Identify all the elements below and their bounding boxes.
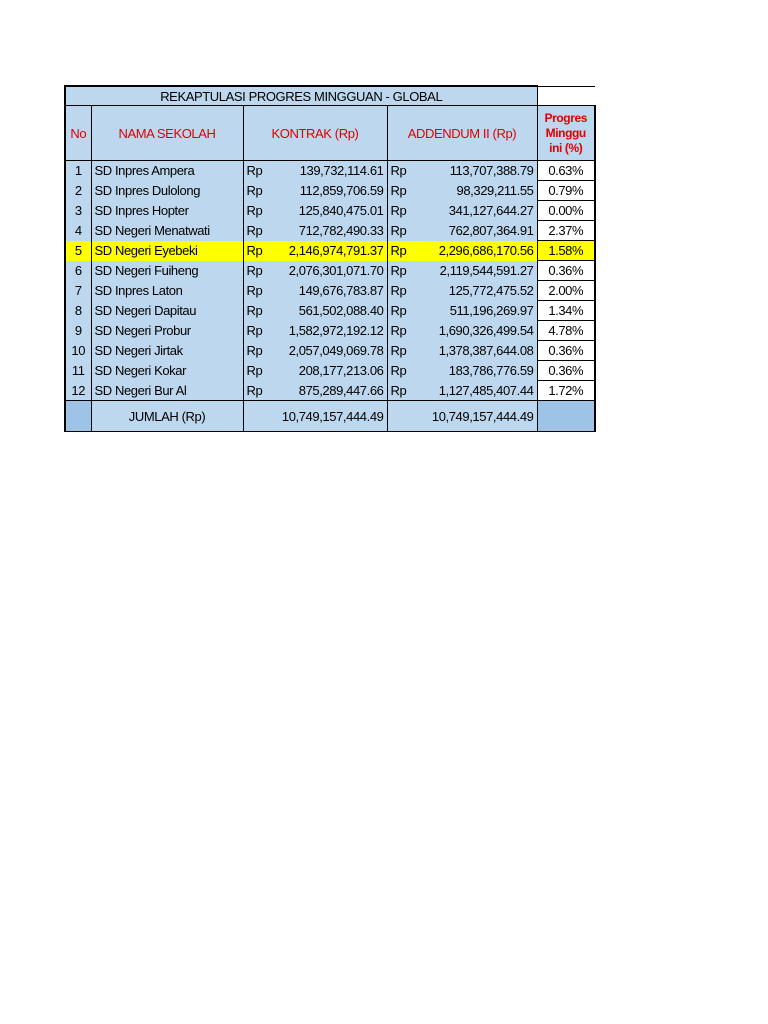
total-row: [65, 401, 595, 432]
progress-percent: 0.79%: [537, 181, 595, 201]
contract-amount: 2,146,974,791.37: [281, 241, 387, 261]
progress-percent: 0.36%: [537, 261, 595, 281]
addendum-currency: Rp: [387, 201, 425, 221]
table-row: [65, 301, 595, 321]
row-number: 2: [65, 181, 91, 201]
header-progress: Progres Minggu ini (%): [537, 106, 595, 161]
addendum-amount: 1,378,387,644.08: [425, 341, 537, 361]
table-row: [65, 161, 595, 181]
contract-currency: Rp: [243, 221, 281, 241]
progress-percent: 0.36%: [537, 361, 595, 381]
table-row: [65, 341, 595, 361]
table-title: REKAPTULASI PROGRES MINGGUAN - GLOBAL: [65, 86, 537, 106]
contract-currency: Rp: [243, 361, 281, 381]
progress-percent: 2.00%: [537, 281, 595, 301]
table-row: [65, 261, 595, 281]
school-name: SD Negeri Fuiheng: [91, 261, 243, 281]
addendum-currency: Rp: [387, 301, 425, 321]
contract-amount: 712,782,490.33: [281, 221, 387, 241]
table-row: [65, 321, 595, 341]
contract-currency: Rp: [243, 201, 281, 221]
contract-amount: 875,289,447.66: [281, 381, 387, 401]
header-contract: KONTRAK (Rp): [243, 106, 387, 161]
school-name: SD Negeri Probur: [91, 321, 243, 341]
total-contract: 10,749,157,444.49: [243, 401, 387, 432]
row-number: 6: [65, 261, 91, 281]
addendum-currency: Rp: [387, 381, 425, 401]
table-row: [65, 181, 595, 201]
total-addendum: 10,749,157,444.49: [387, 401, 537, 432]
addendum-currency: Rp: [387, 221, 425, 241]
header-row: [65, 106, 595, 161]
row-number: 3: [65, 201, 91, 221]
progress-percent: 0.00%: [537, 201, 595, 221]
progress-percent: 0.63%: [537, 161, 595, 181]
header-addendum: ADDENDUM II (Rp): [387, 106, 537, 161]
progress-percent: 4.78%: [537, 321, 595, 341]
row-number: 7: [65, 281, 91, 301]
contract-currency: Rp: [243, 241, 281, 261]
addendum-currency: Rp: [387, 181, 425, 201]
addendum-amount: 1,127,485,407.44: [425, 381, 537, 401]
contract-amount: 561,502,088.40: [281, 301, 387, 321]
contract-amount: 139,732,114.61: [281, 161, 387, 181]
row-number: 9: [65, 321, 91, 341]
table-row: [65, 381, 595, 401]
table-row: [65, 361, 595, 381]
total-empty-progress: [537, 401, 595, 432]
school-name: SD Negeri Dapitau: [91, 301, 243, 321]
contract-amount: 2,057,049,069.78: [281, 341, 387, 361]
addendum-currency: Rp: [387, 341, 425, 361]
addendum-amount: 341,127,644.27: [425, 201, 537, 221]
progress-recap-table: [64, 85, 596, 432]
row-number: 10: [65, 341, 91, 361]
school-name: SD Inpres Dulolong: [91, 181, 243, 201]
row-number: 11: [65, 361, 91, 381]
row-number: 8: [65, 301, 91, 321]
contract-amount: 112,859,706.59: [281, 181, 387, 201]
addendum-amount: 113,707,388.79: [425, 161, 537, 181]
row-number: 4: [65, 221, 91, 241]
addendum-currency: Rp: [387, 241, 425, 261]
addendum-currency: Rp: [387, 321, 425, 341]
addendum-amount: 1,690,326,499.54: [425, 321, 537, 341]
addendum-currency: Rp: [387, 361, 425, 381]
contract-currency: Rp: [243, 341, 281, 361]
contract-currency: Rp: [243, 281, 281, 301]
header-school-name: NAMA SEKOLAH: [91, 106, 243, 161]
contract-currency: Rp: [243, 181, 281, 201]
school-name: SD Negeri Menatwati: [91, 221, 243, 241]
title-empty-cell: [537, 86, 595, 106]
title-row: [65, 86, 595, 106]
contract-currency: Rp: [243, 321, 281, 341]
table-row: [65, 201, 595, 221]
school-name: SD Inpres Ampera: [91, 161, 243, 181]
total-empty-no: [65, 401, 91, 432]
progress-percent: 1.72%: [537, 381, 595, 401]
addendum-amount: 125,772,475.52: [425, 281, 537, 301]
contract-amount: 2,076,301,071.70: [281, 261, 387, 281]
school-name: SD Inpres Laton: [91, 281, 243, 301]
row-number: 5: [65, 241, 91, 261]
contract-amount: 1,582,972,192.12: [281, 321, 387, 341]
addendum-amount: 511,196,269.97: [425, 301, 537, 321]
table-row: [65, 281, 595, 301]
addendum-amount: 183,786,776.59: [425, 361, 537, 381]
addendum-currency: Rp: [387, 161, 425, 181]
contract-currency: Rp: [243, 381, 281, 401]
addendum-currency: Rp: [387, 261, 425, 281]
school-name: SD Negeri Eyebeki: [91, 241, 243, 261]
row-number: 12: [65, 381, 91, 401]
addendum-amount: 98,329,211.55: [425, 181, 537, 201]
school-name: SD Negeri Jirtak: [91, 341, 243, 361]
contract-amount: 208,177,213.06: [281, 361, 387, 381]
progress-percent: 1.58%: [537, 241, 595, 261]
contract-currency: Rp: [243, 261, 281, 281]
contract-currency: Rp: [243, 301, 281, 321]
progress-percent: 0.36%: [537, 341, 595, 361]
total-label: JUMLAH (Rp): [91, 401, 243, 432]
school-name: SD Negeri Bur Al: [91, 381, 243, 401]
school-name: SD Negeri Kokar: [91, 361, 243, 381]
progress-percent: 2.37%: [537, 221, 595, 241]
contract-amount: 149,676,783.87: [281, 281, 387, 301]
table-row: [65, 241, 595, 261]
addendum-currency: Rp: [387, 281, 425, 301]
addendum-amount: 762,807,364.91: [425, 221, 537, 241]
school-name: SD Inpres Hopter: [91, 201, 243, 221]
header-no: No: [65, 106, 91, 161]
addendum-amount: 2,119,544,591.27: [425, 261, 537, 281]
row-number: 1: [65, 161, 91, 181]
progress-percent: 1.34%: [537, 301, 595, 321]
contract-amount: 125,840,475.01: [281, 201, 387, 221]
table-row: [65, 221, 595, 241]
contract-currency: Rp: [243, 161, 281, 181]
addendum-amount: 2,296,686,170.56: [425, 241, 537, 261]
